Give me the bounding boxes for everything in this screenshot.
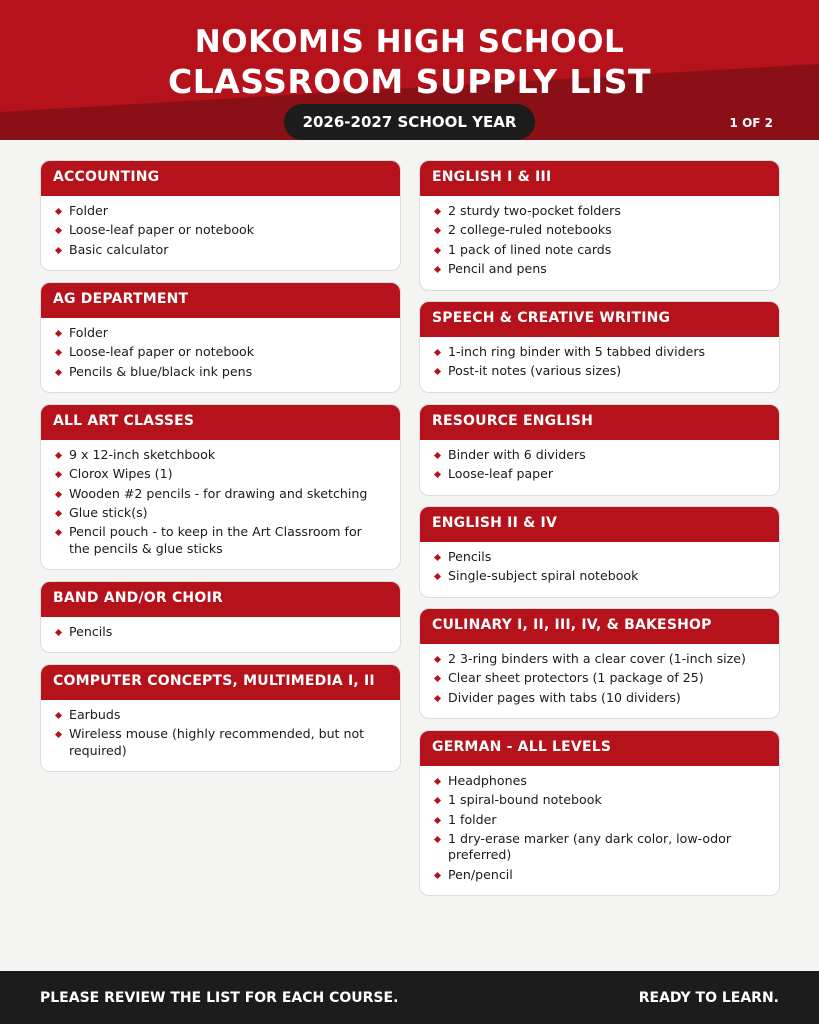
supply-item: 1 pack of lined note cards: [434, 242, 765, 259]
course-card-band-choir: [40, 581, 401, 653]
supply-item: 1 dry-erase marker (any dark color, low-odor preferred): [434, 831, 765, 864]
supply-item: 2 sturdy two-pocket folders: [434, 203, 765, 220]
supply-item: Binder with 6 dividers: [434, 447, 765, 464]
supply-item: Pencils: [55, 624, 386, 641]
supply-list: [41, 318, 400, 380]
course-heading: AG DEPARTMENT: [41, 283, 400, 318]
course-heading: ENGLISH I & III: [420, 161, 779, 196]
supply-list: [420, 196, 779, 277]
supply-item: 1-inch ring binder with 5 tabbed dividers: [434, 344, 765, 361]
supply-item: Earbuds: [55, 707, 386, 724]
supply-list: [420, 644, 779, 706]
course-card-art: [40, 404, 401, 570]
course-card-german: [419, 730, 780, 896]
supply-list: [41, 700, 400, 759]
course-heading: CULINARY I, II, III, IV, & BAKESHOP: [420, 609, 779, 644]
supply-item: Glue stick(s): [55, 505, 386, 522]
supply-item: Loose-leaf paper: [434, 466, 765, 483]
page-title: CLASSROOM SUPPLY LIST: [168, 62, 651, 101]
supply-item: Clear sheet protectors (1 package of 25): [434, 670, 765, 687]
course-card-computer-concepts: [40, 664, 401, 772]
supply-item: Pen/pencil: [434, 867, 765, 884]
supply-item: 1 folder: [434, 812, 765, 829]
course-card-speech-creative-writing: [419, 301, 780, 393]
supply-item: Folder: [55, 203, 386, 220]
supply-item: Folder: [55, 325, 386, 342]
course-heading: ALL ART CLASSES: [41, 405, 400, 440]
supply-item: Post-it notes (various sizes): [434, 363, 765, 380]
footer-note: PLEASE REVIEW THE LIST FOR EACH COURSE.: [40, 990, 399, 1006]
supply-list: [41, 617, 400, 641]
course-heading: COMPUTER CONCEPTS, MULTIMEDIA I, II: [41, 665, 400, 700]
supply-list: [420, 440, 779, 483]
course-card-ag-department: [40, 282, 401, 393]
course-card-culinary: [419, 608, 780, 719]
supply-item: 1 spiral-bound notebook: [434, 792, 765, 809]
course-card-resource-english: [419, 404, 780, 496]
supply-item: 2 college-ruled notebooks: [434, 222, 765, 239]
course-heading: RESOURCE ENGLISH: [420, 405, 779, 440]
school-year-badge: 2026-2027 SCHOOL YEAR: [284, 104, 535, 140]
supply-item: Single-subject spiral notebook: [434, 568, 765, 585]
supply-list: [420, 337, 779, 380]
supply-item: Headphones: [434, 773, 765, 790]
page-header: [0, 0, 819, 140]
supply-item: Pencils: [434, 549, 765, 566]
page-footer: [0, 971, 819, 1024]
supply-item: Divider pages with tabs (10 dividers): [434, 690, 765, 707]
supply-item: Pencil pouch - to keep in the Art Classroom for the pencils & glue sticks: [55, 524, 386, 557]
supply-list: [420, 542, 779, 585]
course-card-english-ii-iv: [419, 506, 780, 598]
supply-item: 2 3-ring binders with a clear cover (1-inch size): [434, 651, 765, 668]
supply-list: [41, 196, 400, 258]
supply-item: Loose-leaf paper or notebook: [55, 344, 386, 361]
supply-list: [420, 766, 779, 883]
school-name: NOKOMIS HIGH SCHOOL: [194, 24, 625, 60]
supply-item: Loose-leaf paper or notebook: [55, 222, 386, 239]
supply-item: Wireless mouse (highly recommended, but not required): [55, 726, 386, 759]
course-heading: SPEECH & CREATIVE WRITING: [420, 302, 779, 337]
course-heading: GERMAN - ALL LEVELS: [420, 731, 779, 766]
course-card-english-i-iii: [419, 160, 780, 291]
supply-item: Wooden #2 pencils - for drawing and sketching: [55, 486, 386, 503]
course-card-accounting: [40, 160, 401, 271]
course-heading: ENGLISH II & IV: [420, 507, 779, 542]
supply-item: Basic calculator: [55, 242, 386, 259]
page-number: 1 OF 2: [729, 116, 773, 130]
course-heading: ACCOUNTING: [41, 161, 400, 196]
supply-item: Pencil and pens: [434, 261, 765, 278]
course-heading: BAND AND/OR CHOIR: [41, 582, 400, 617]
supply-list: [41, 440, 400, 557]
footer-tagline: READY TO LEARN.: [638, 990, 779, 1006]
supply-item: Clorox Wipes (1): [55, 466, 386, 483]
supply-item: 9 x 12-inch sketchbook: [55, 447, 386, 464]
supply-item: Pencils & blue/black ink pens: [55, 364, 386, 381]
